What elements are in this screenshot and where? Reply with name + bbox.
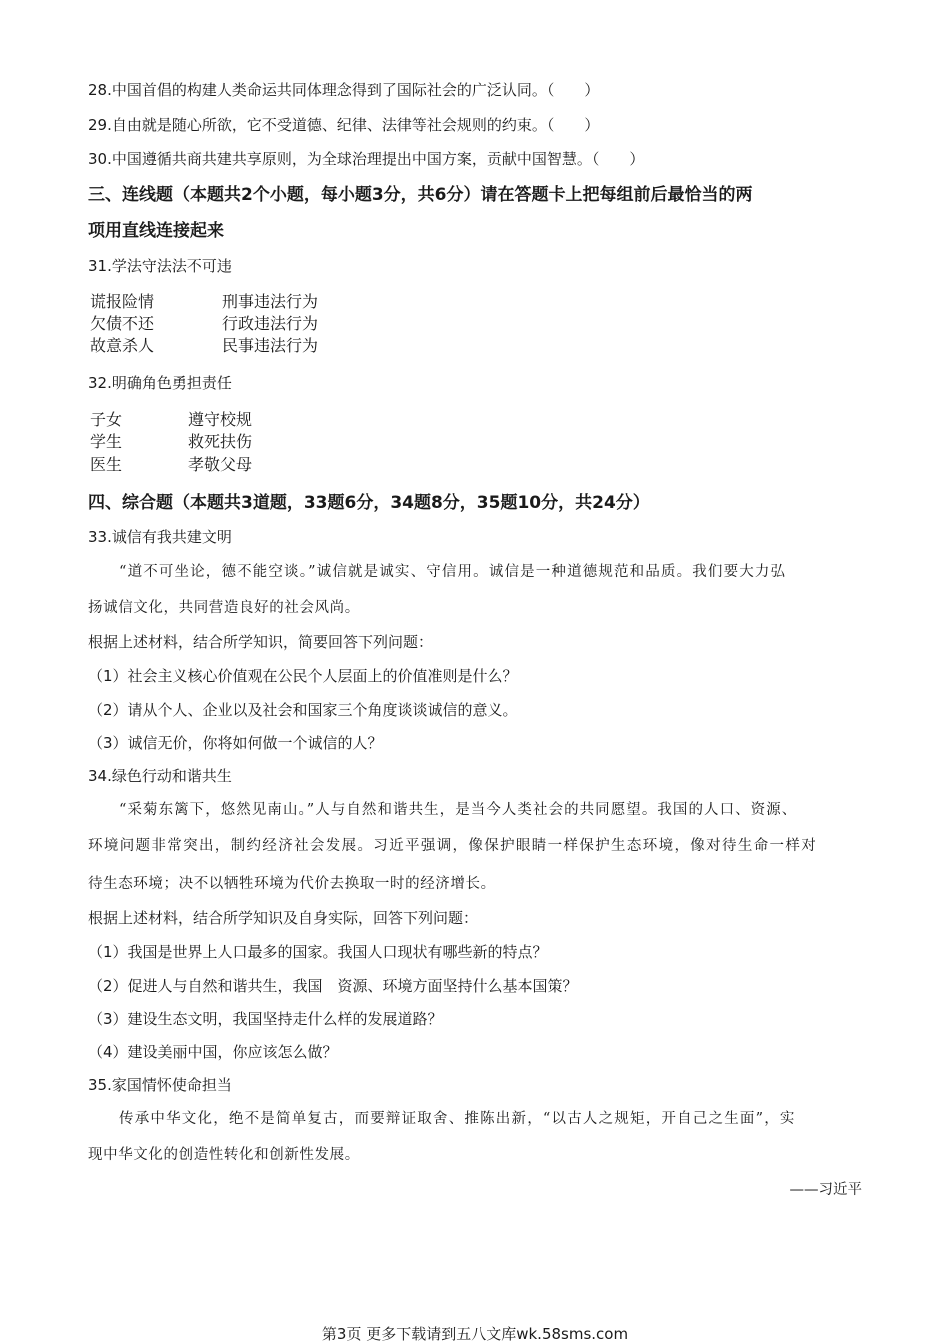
q34-subquestion: （4）建设美丽中国，你应该怎么做？	[88, 1043, 338, 1061]
q33-material: “道不可坐论，德不能空谈。”诚信就是诚实、守信用。诚信是一种道德规范和品质。我们要大力弘	[119, 564, 787, 580]
q33-material-cont: 扬诚信文化，共同营造良好的社会风尚。	[88, 600, 360, 616]
page-footer: 第3页 更多下载请到五八文库wk.58sms.com	[321, 1325, 629, 1343]
q35-material: 传承中华文化，绝不是简单复古，而要辩证取舍、推陈出新，“以古人之规矩，开自己之生面”，实	[119, 1111, 796, 1127]
q31-right-item: 民事违法行为	[222, 336, 319, 355]
q32-right-item: 救死扶伤	[188, 432, 253, 451]
section4-heading: 四、综合题（本题共3道题，33题6分，34题8分，35题10分，共24分）	[88, 493, 650, 513]
question-34-title: 34.绿色行动和谐共生	[88, 767, 232, 785]
q32-left-item: 医生	[90, 455, 123, 474]
q34-subquestion: （3）建设生态文明，我国坚持走什么样的发展道路？	[88, 1010, 443, 1028]
q33-prompt: 根据上述材料，结合所学知识，简要回答下列问题：	[88, 633, 434, 651]
q32-right-item: 孝敬父母	[188, 455, 253, 474]
q32-left-item: 学生	[90, 432, 123, 451]
question-35-title: 35.家国情怀使命担当	[88, 1076, 232, 1094]
q34-material-cont: 待生态环境；决不以牺牲环境为代价去换取一时的经济增长。	[88, 876, 496, 892]
q33-subquestion: （3）诚信无价，你将如何做一个诚信的人？	[88, 734, 383, 752]
q33-subquestion: （1）社会主义核心价值观在公民个人层面上的价值准则是什么？	[88, 667, 518, 685]
question-28: 28.中国首倡的构建人类命运共同体理念得到了国际社会的广泛认同。（ ）	[88, 81, 600, 99]
q34-subquestion: （1）我国是世界上人口最多的国家。我国人口现状有哪些新的特点？	[88, 943, 548, 961]
q31-left-item: 谎报险情	[90, 292, 155, 311]
section3-heading: 三、连线题（本题共2个小题，每小题3分，共6分）请在答题卡上把每组前后最恰当的两	[88, 185, 753, 205]
question-32-title: 32.明确角色勇担责任	[88, 374, 232, 392]
q31-left-item: 欠债不还	[90, 314, 155, 333]
q31-left-item: 故意杀人	[90, 336, 155, 355]
question-33-title: 33.诚信有我共建文明	[88, 528, 232, 546]
q34-prompt: 根据上述材料，结合所学知识及自身实际，回答下列问题：	[88, 909, 479, 927]
question-30: 30.中国遵循共商共建共享原则，为全球治理提出中国方案，贡献中国智慧。（ ）	[88, 150, 645, 168]
q35-attribution: ——习近平	[789, 1182, 862, 1198]
question-29: 29.自由就是随心所欲，它不受道德、纪律、法律等社会规则的约束。（ ）	[88, 116, 600, 134]
section3-heading-cont: 项用直线连接起来	[88, 221, 224, 241]
q33-subquestion: （2）请从个人、企业以及社会和国家三个角度谈谈诚信的意义。	[88, 701, 518, 719]
q31-right-item: 行政违法行为	[222, 314, 319, 333]
q34-subquestion: （2）促进人与自然和谐共生，我国 资源、环境方面坚持什么基本国策？	[88, 977, 578, 995]
q34-material: “采菊东篱下，悠然见南山。”人与自然和谐共生，是当今人类社会的共同愿望。我国的人口、资源、	[119, 802, 798, 818]
q32-right-item: 遵守校规	[188, 410, 253, 429]
q31-right-item: 刑事违法行为	[222, 292, 319, 311]
question-31-title: 31.学法守法法不可违	[88, 257, 232, 275]
q34-material-cont: 环境问题非常突出，制约经济社会发展。习近平强调，像保护眼睛一样保护生态环境，像对待生命一样对	[88, 838, 818, 854]
q32-left-item: 子女	[90, 410, 123, 429]
q35-material-cont: 现中华文化的创造性转化和创新性发展。	[88, 1147, 360, 1163]
